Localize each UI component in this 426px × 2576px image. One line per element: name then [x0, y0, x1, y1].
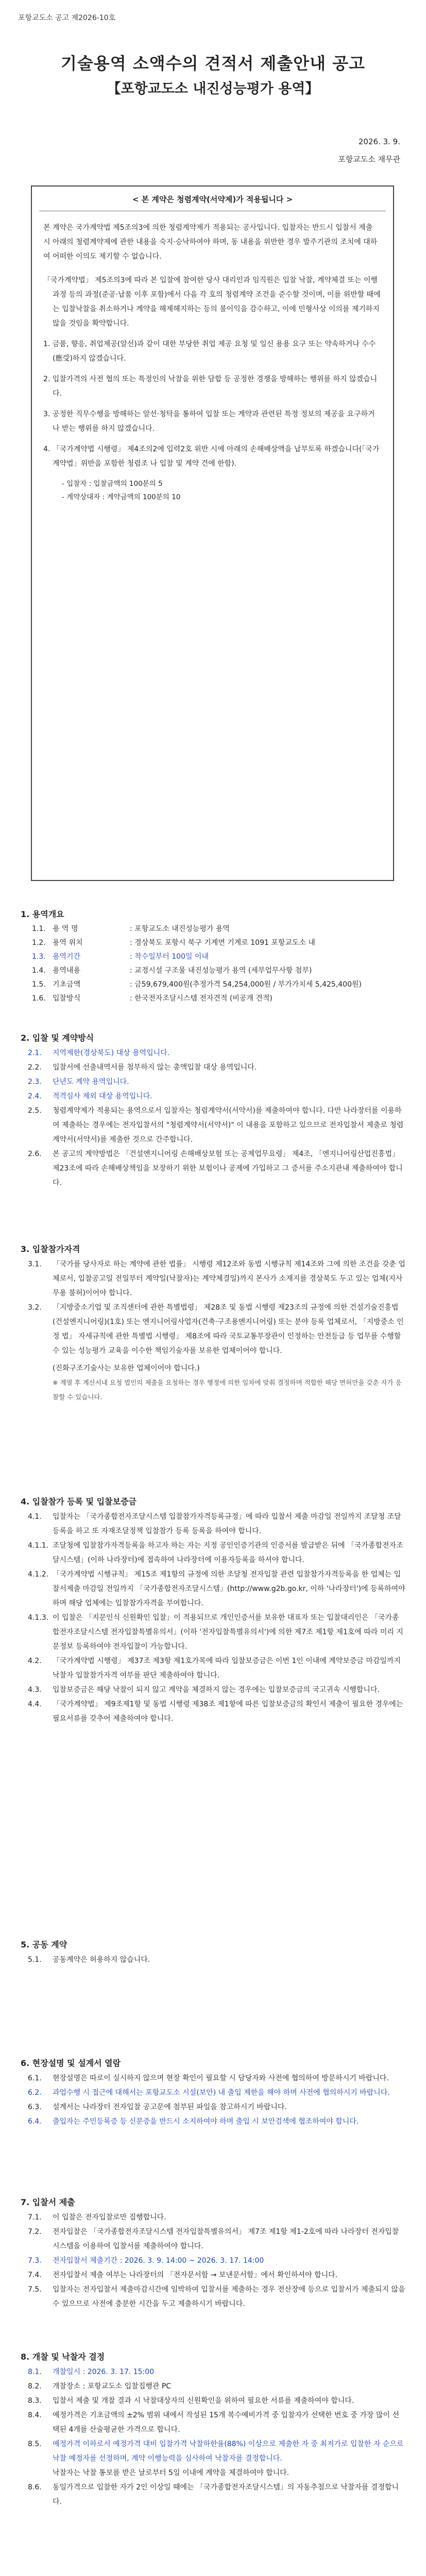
clause-item	[21, 1654, 405, 1683]
row-key: 기초금액	[53, 980, 81, 989]
section-bid-submission	[21, 2195, 405, 2311]
row-number: 1.2.	[32, 939, 46, 947]
clause-number: 6.2.	[28, 2089, 42, 2097]
clause-item	[21, 2225, 405, 2253]
clause-text: 현장설명은 따로이 실시하지 않으며 현장 확인이 필요할 시 담당자와 사전에 협의하여 방문하시기 바랍니다.	[53, 2074, 389, 2082]
integrity-sub-item: - 입찰자 : 입찰금액의 100분의 5	[62, 480, 163, 488]
clause-text: 낙찰자는 낙찰 통보를 받은 날로부터 5일 이내에 계약을 체결하여야 합니다.	[53, 2469, 289, 2477]
clause-number: 7.4.	[28, 2271, 42, 2279]
clause-item	[21, 1075, 405, 1089]
clause-text: 동일가격으로 입찰한 자가 2인 이상일 때에는 「국가종합전자조달시스템」의 자동추첨으로 낙찰자를 결정합니다.	[53, 2483, 399, 2506]
clause-item	[21, 2379, 405, 2394]
clause-number: 6.4.	[28, 2117, 42, 2126]
clause-text: 입찰보증금은 해당 낙찰이 되지 않고 계약을 체결하지 않는 경우에는 입찰보증금의 국고귀속 시행합니다.	[53, 1686, 380, 1694]
overview-row	[21, 992, 405, 1006]
clause-text: 설계서는 나라장터 전자입찰 공고문에 첨부된 파일을 참고하시기 바랍니다.	[53, 2103, 287, 2111]
clause-item	[21, 2437, 405, 2466]
clause-text: 본 공고의 계약방법은 「건설엔지니어링 손해배상보험 또는 공제업무요령」 제4조, 「엔지니어링산업진흥법」 제23조에 따라 손해배상책임을 보장하기 위한 보험이나 공제에 가입하고 그 증서를 주소지관내 제출하여야 합니다.	[53, 1150, 403, 1187]
clause-number: 5.1.	[28, 1956, 42, 1964]
clause-number: 4.3.	[28, 1686, 42, 1694]
clause-number: 4.2.	[28, 1657, 42, 1665]
clause-number: 6.3.	[28, 2103, 42, 2111]
clause-item	[21, 1046, 405, 1060]
integrity-item: 「국가계약법」 제5조의3에 따라 본 입찰에 참여한 당사 대리인과 임직원은 입찰 낙찰, 계약체결 또는 이행과정 등의 과정(준공·납품 이후 포함)에서 다음 각 호의 청렴계약 조건을 준수할 것이며, 이를 위반할 때에는 입찰낙찰을 취소하거나 계약을 해제해지하는 등의 불이익을 감수하고, 이에 민형사상 이의를 제기하지 않을 것임을 확약합니다.	[43, 276, 381, 328]
clause-item	[21, 2253, 405, 2268]
row-number: 1.6.	[32, 994, 46, 1003]
clause-item	[21, 1300, 405, 1358]
overview-row	[21, 950, 405, 964]
clause-number: 8.1.	[28, 2368, 42, 2376]
row-key: 용역내용	[53, 967, 81, 975]
clause-text: 적격심사 제외 대상 용역입니다.	[53, 1092, 152, 1100]
clause-item	[21, 2086, 405, 2100]
clause-number: 8.6.	[28, 2483, 42, 2492]
clause-text: 개찰일시 : 2026. 3. 17. 15:00	[53, 2368, 155, 2376]
clause-number: 2.6.	[28, 1150, 42, 1158]
clause-item	[21, 2365, 405, 2379]
clause-item	[21, 2466, 405, 2480]
row-value: : 한국전자조달시스템 전자견적 (비공개 견적)	[130, 994, 272, 1003]
section-opening-award	[21, 2349, 405, 2509]
notice-title: 기술용역 소액수의 견적서 제출안내 공고	[60, 54, 366, 73]
clause-item	[21, 1257, 405, 1300]
overview-row	[21, 922, 405, 936]
section-title: 1. 용역개요	[21, 909, 64, 919]
row-value: : 포항교도소 내진성능평가 용역	[130, 925, 230, 933]
clause-number: 4.1.2.	[28, 1570, 49, 1579]
clause-number: 3.1.	[28, 1260, 42, 1268]
clause-item	[21, 1683, 405, 1697]
clause-number: 8.3.	[28, 2397, 42, 2405]
clause-item	[21, 1089, 405, 1104]
section-joint-contract	[21, 1937, 405, 1967]
clause-number: 4.1.3.	[28, 1614, 49, 1622]
row-key: 용역 위치	[53, 939, 83, 947]
clause-number: 7.3.	[28, 2257, 42, 2265]
clause-item	[21, 1538, 405, 1567]
clause-item	[21, 1697, 405, 1726]
clause-text: 개찰장소 : 포항교도소 입찰집행관 PC	[53, 2382, 172, 2391]
clause-item	[21, 2282, 405, 2311]
clause-item	[21, 1611, 405, 1654]
clause-item	[21, 2100, 405, 2114]
overview-row	[21, 978, 405, 992]
integrity-item: 1. 금품, 향응, 취업제공(알선)과 같이 대한 부당한 취업 제공 요청 및 일신 용용 요구 또는 약속하거나 수수(應受)하지 않겠습니다.	[43, 340, 376, 363]
clause-number: 7.5.	[28, 2285, 42, 2294]
row-number: 1.4.	[32, 967, 46, 975]
clause-text: 공동계약은 허용하지 않습니다.	[53, 1956, 150, 1964]
notice-date: 2026. 3. 9.	[358, 137, 400, 146]
notice-subtitle: 【포항교도소 내진성능평가 용역】	[107, 81, 319, 97]
clause-text: 이 입찰은 전자입찰로만 집행합니다.	[53, 2213, 166, 2222]
clause-text: 조달청에 입찰참가자격등록을 하고자 하는 자는 지정 공인인증기관의 인증서를 발급받은 뒤에 「국가종합전자조달시스템」(이하 나라장터)에 접속하여 나라장터에 이용자등록을 하셔야 합니다.	[53, 1541, 403, 1564]
clause-text: 예정가격 이하로서 예정가격 대비 입찰가격 낙찰하한율(88%) 이상으로 제출한 자 중 최저가로 입찰한 자 순으로 낙찰 예정자를 선정하며, 계약 이행능력을 심사하여 낙찰자를 결정합니다.	[53, 2440, 404, 2463]
clause-number: 8.4.	[28, 2411, 42, 2419]
clause-text: 「국가계약법」 제9조제1항 및 동법 시행령 제38조 제1항에 따른 입찰보증금의 확인서 제출이 필요한 경우에는 필요서류를 갖추어 제출하여야 합니다.	[53, 1700, 403, 1723]
clause-text: 입찰서에 선출내역서를 첨부하지 않는 총액입찰 대상 용역입니다.	[53, 1063, 257, 1072]
clause-text: 과업수행 시 접근에 대해서는 포항교도소 시설(보안) 내 출입 제한을 해야 하며 사전에 협의하시기 바랍니다.	[53, 2089, 390, 2097]
clause-text: 전자입찰서 제출 여부는 나라장터의 「전자문서함 → 보낸문서함」에서 확인하셔야 합니다.	[53, 2271, 338, 2279]
clause-number: 3.2.	[28, 1303, 42, 1312]
row-key: 용역기간	[53, 953, 81, 961]
section-title: 5. 공동 계약	[21, 1940, 67, 1950]
row-value: : 금59,679,400원(추정가격 54,254,000원 / 부가가치세 5,425,400원)	[130, 980, 362, 989]
clause-text: 전자입찰은 「국가종합전자조달시스템 전자입찰특별유의서」 제7조 제1항 제1-2호에 따라 나라장터 전자입찰시스템을 이용하여 입찰서를 제출하여야 합니다.	[53, 2228, 399, 2250]
row-value: : 경상북도 포항시 북구 기계면 기계로 1091 포항교도소 내	[130, 939, 315, 947]
integrity-notice-intro: 본 계약은 국가계약법 제5조의3에 의한 청렴계약제가 적용되는 공사입니다. 입찰자는 반드시 입찰서 제출 시 아래의 청렴계약제에 관한 내용을 숙지·승낙하여야 하며, 동 내용을 위반한 경우 발주기관의 조치에 대하여 어떠한 이의도 제기할 수 없습니다.	[43, 224, 378, 261]
clause-item	[21, 1510, 405, 1538]
row-value: : 교정시설 구조물 내진성능평가 용역 (세부업무사항 첨부)	[130, 967, 312, 975]
clause-number: 2.5.	[28, 1107, 42, 1115]
clause-text: 이 입찰은 「지문인식 신원확인 입찰」이 적용되므로 개인인증서를 보유한 대표자 또는 입찰대리인은 「국가종합전자조달시스템 전자입찰특별유의서」(이하 '전자입찰특별유의서')에 의한 제7조 제1항 제1호에 따라 미리 지문정보 등록하여야 전자입찰이 가능합니다.	[53, 1614, 403, 1651]
clause-number: 2.1.	[28, 1049, 42, 1057]
clause-text: 입찰서 제출 및 개찰 결과 시 낙찰대상자의 신원확인을 위하여 필요한 서류를 제출하여야 합니다.	[53, 2397, 354, 2405]
clause-text: 예정가격은 기초금액의 ±2% 범위 내에서 작성된 15개 복수예비가격 중 입찰자가 선택한 번호 중 가장 많이 선택된 4개를 산술평균한 가격으로 합니다.	[53, 2411, 399, 2434]
clause-text: 「국가계약법 시행규칙」 제15조 제1항의 규정에 의한 조달청 전자입찰 관련 입찰참가자격등록을 한 업체는 입찰서제출 마감일 전일까지 「국가종합전자조달시스템」(http://www.g2b.go.kr, 이하 '나라장터')에 등록하여야 하며 해당 업체에는 입찰참가자격을 부여합니다.	[53, 1570, 405, 1607]
integrity-notice-box	[31, 185, 394, 881]
clause-number: 2.2.	[28, 1063, 42, 1072]
clause-item	[21, 1953, 405, 1967]
clause-text: 출입자는 주민등록증 등 신분증을 반드시 소지하여야 하며 출입 시 보안검색에 협조하여야 합니다.	[53, 2117, 359, 2126]
clause-text: 「국가를 당사자로 하는 계약에 관한 법률」 시행령 제12조와 동법 시행규칙 제14조와 그에 의한 조건을 갖춘 업체로서, 입찰공고일 전일부터 계약일(낙찰자)는 계약체결일)까지 본사가 소재지를 경상북도 두고 있는 업체(지사무용 불허)이어야 합니다.	[53, 1260, 405, 1297]
section-title: 6. 현장설명 및 설계서 열람	[21, 2058, 121, 2068]
row-number: 1.5.	[32, 980, 46, 989]
section-registration	[21, 1494, 405, 1726]
clause-text: 단년도 계약 용역입니다.	[53, 1078, 129, 1086]
clause-item	[21, 2408, 405, 2437]
clause-item	[21, 1060, 405, 1075]
section-title: 4. 입찰참가 등록 및 입찰보증금	[21, 1497, 137, 1506]
overview-row	[21, 964, 405, 978]
clause-item	[21, 2480, 405, 2509]
clause-number: 4.1.1.	[28, 1541, 49, 1550]
clause-number: 6.1.	[28, 2074, 42, 2082]
clause-item	[21, 2394, 405, 2408]
row-key: 용 역 명	[53, 925, 78, 933]
clause-number: 8.2.	[28, 2382, 42, 2391]
integrity-sub-item: - 계약상대자 : 계약금액의 100분의 10	[62, 493, 181, 501]
section-title: 3. 입찰참가자격	[21, 1244, 80, 1254]
clause-item	[21, 2268, 405, 2282]
clause-number: 7.1.	[28, 2213, 42, 2222]
notice-reference-number: 포항교도소 공고 제2026-10호	[18, 14, 116, 22]
section-title: 2. 입찰 및 계약방식	[21, 1033, 94, 1043]
notice-org: 포항교도소 재무관	[338, 155, 400, 164]
integrity-item: 3. 공정한 직무수행을 방해하는 알선·청탁을 통하여 입찰 또는 계약과 관련된 특정 정보의 제공을 요구하거나 받는 행위를 하지 않겠습니다.	[43, 410, 375, 433]
clause-text: 청렴계약제가 적용되는 용역으로서 입찰자는 청렴계약서(서약서)를 제출하여야 합니다. 다만 나라장터를 이용하여 제출하는 경우에는 전자입찰서의 "청렴계약서(서약서)" 이 내용을 포함하고 있으므로 전자입찰서 제출로 청렴계약서(서약서)를 제출한 것으로 간주합니다.	[53, 1107, 404, 1144]
row-number: 1.1.	[32, 925, 46, 933]
section-site-briefing	[21, 2056, 405, 2129]
clause-item	[21, 1567, 405, 1611]
integrity-notice-heading: < 본 계약은 청렴계약(서약제)가 적용됩니다 >	[39, 187, 386, 211]
clause-number: 4.4.	[28, 1700, 42, 1708]
clause-item	[21, 1104, 405, 1147]
clause-item	[21, 2114, 405, 2129]
clause-text: 지역제한(경상북도) 대상 용역입니다.	[53, 1049, 170, 1057]
section-bidding-method	[21, 1030, 405, 1190]
section-overview	[21, 907, 405, 1006]
clause-number: 4.1.	[28, 1513, 42, 1521]
clause-number: 2.3.	[28, 1078, 42, 1086]
clause-text: 전자입찰서 제출기간 : 2026. 3. 9. 14:00 ~ 2026. 3. 17. 14:00	[53, 2257, 264, 2265]
clause-text: 「국가계약법 시행령」 제37조 제3항 제1호가목에 따라 입찰보증금은 이번 1인 이내에 계약보증금 마감일까지 낙찰자 입찰참가자격 여부를 판단 제출하여야 합니다.	[53, 1657, 401, 1680]
row-number: 1.3.	[32, 953, 46, 961]
clause-number: 7.2.	[28, 2228, 42, 2236]
clause-number: 8.5.	[28, 2440, 42, 2448]
clause-item	[21, 2071, 405, 2086]
clause-text: 입찰자는 「국가종합전자조달시스템 입찰참가자격등록규정」에 따라 입찰서 제출 마감일 전일까지 조달청 조달등록을 하고 또 자재조달정책 입찰참가 등록 등록을 하여야 합니다.	[53, 1513, 401, 1535]
clause-text: 「지방중소기업 및 조직센터에 관한 특별법령」 제28조 및 동법 시행령 제23조의 규정에 의한 건설기술진흥법(건설엔지니어링)(1호) 또는 엔지니어링사업자(건축·구조용엔지니어링) 또는 분야 등록 업체로서, 「지방중소 인정 법」 자세규칙에 관한 특별법 시행령」 제8조에 따라 국토교통부장관이 인정하는 안전등급 등 업무를 수행할 수 있는 성능평가 교육을 이수한 책임기술자를 보유한 업체이어야 합니다.	[53, 1303, 404, 1355]
integrity-notice-items	[43, 273, 382, 504]
section-title: 8. 개찰 및 낙찰자 결정	[21, 2352, 105, 2362]
row-key: 입찰방식	[53, 994, 81, 1003]
eligibility-note: (진화구조기술사는 보유한 업체이어야 합니다.)	[53, 1364, 200, 1372]
row-value: : 착수일부터 100일 이내	[130, 953, 209, 961]
integrity-item: 4. 「국가계약법 시행령」 제4조의2에 입력2호 위반 시에 아래의 손해배상액을 납부토록 하겠습니다(「국가계약법」위반을 포함한 청렴조 나 입찰 및 계약 건에 한함).	[43, 445, 380, 468]
clause-number: 2.4.	[28, 1092, 42, 1100]
section-eligibility	[21, 1242, 405, 1404]
overview-row	[21, 936, 405, 950]
section-title: 7. 입찰서 제출	[21, 2197, 75, 2207]
clause-item	[21, 2210, 405, 2225]
eligibility-footnote: ※ 계열 후 계산서내 요청 법인의 제출을 요청하는 경우 행정에 의한 임차에 맞춰 결정하며 적합한 해당 면허만을 갖춘 자가 응찰할 수 있습니다.	[53, 1379, 402, 1401]
clause-item	[21, 1147, 405, 1190]
clause-text: 입찰자는 전자입찰서 제출마감시간에 임박하여 입찰서를 제출하는 경우 전산장애 등으로 입찰서가 제출되지 않을 수 있으므로 사전에 충분한 시간을 두고 제출하시기 바랍니다.	[53, 2285, 405, 2308]
integrity-item: 2. 입찰가격의 사전 협의 또는 특정인의 낙찰을 위한 담합 등 공정한 경쟁을 방해하는 행위를 하지 않겠습니다.	[43, 375, 378, 398]
